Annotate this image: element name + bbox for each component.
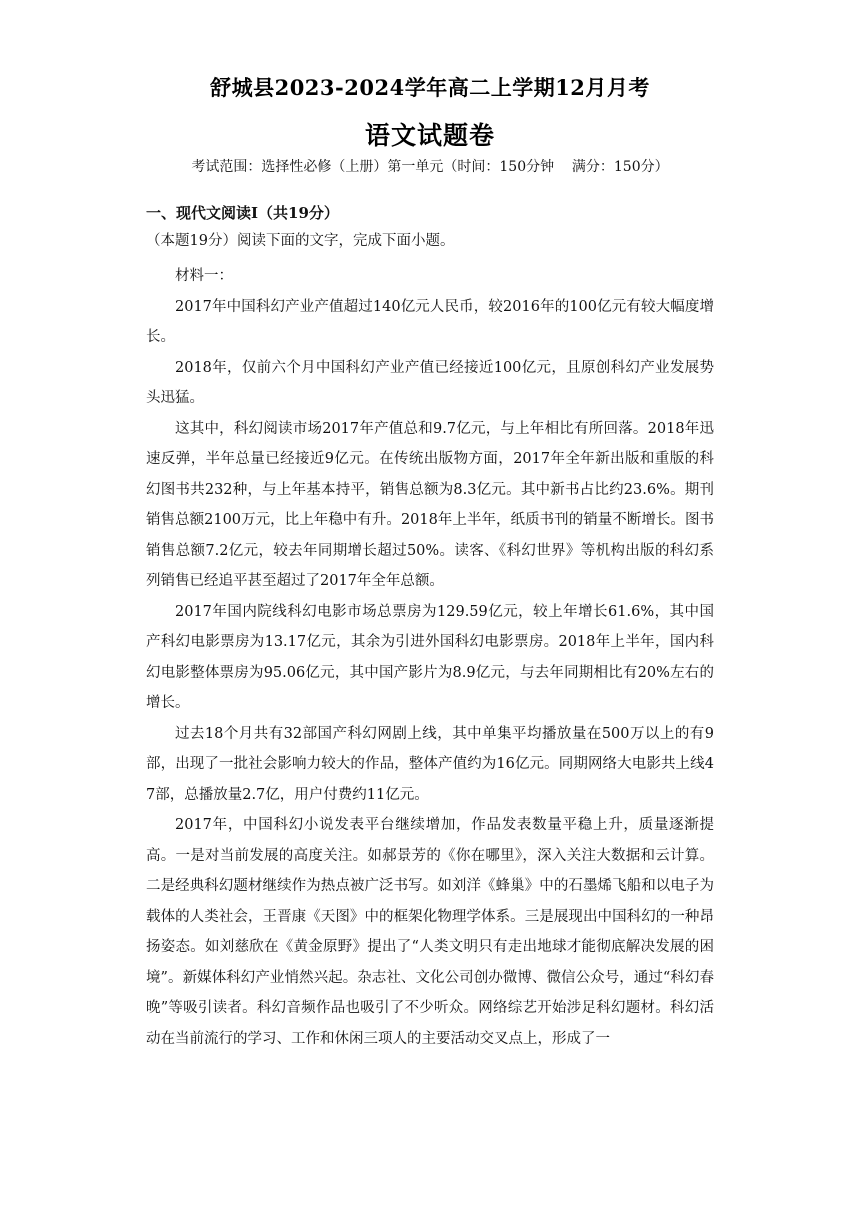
passage-paragraph: 过去18个月共有32部国产科幻网剧上线，其中单集平均播放量在500万以上的有9部，出现了一批社会影响力较大的作品，整体产值约为16亿元。同期网络大电影共上线47部，总播放量2.7亿，用户付费约11亿元。: [146, 725, 714, 803]
passage-paragraph: 2017年，中国科幻小说发表平台继续增加，作品发表数量平稳上升，质量逐渐提高。一是对当前发展的高度关注。如郝景芳的《你在哪里》，深入关注大数据和云计算。二是经典科幻题材继续作为热点被广泛书写。如刘洋《蜂巢》中的石墨烯飞船和以电子为载体的人类社会，王晋康《天图》中的框架化物理学体系。三是展现出中国科幻的一种昂扬姿态。如刘慈欣在《黄金原野》提出了“人类文明只有走出地球才能彻底解决发展的困境”。新媒体科幻产业悄然兴起。杂志社、文化公司创办微博、微信公众号，通过“科幻春晚”等吸引读者。科幻音频作品也吸引了不少听众。网络综艺开始涉足科幻题材。科幻活动在当前流行的学习、工作和休闲三项人的主要活动交叉点上，形成了一: [146, 817, 714, 1047]
passage-material-label: 材料一：: [175, 268, 233, 284]
section-instruction: （本题19分）阅读下面的文字，完成下面小题。: [146, 233, 455, 249]
exam-title: 舒城县2023-2024学年高二上学期12月月考: [210, 75, 650, 100]
passage-paragraph: 这其中，科幻阅读市场2017年产值总和9.7亿元，与上年相比有所回落。2018年迅速反弹，半年总量已经接近9亿元。在传统出版物方面，2017年全年新出版和重版的科幻图书共232种，与上年基本持平，销售总额为8.3亿元。其中新书占比约23.6%。期刊销售总额2100万元，比上年稳中有升。2018年上半年，纸质书刊的销量不断增长。图书销售总额7.2亿元，较去年同期增长超过50%。读客、《科幻世界》等机构出版的科幻系列销售已经追平甚至超过了2017年全年总额。: [146, 420, 714, 589]
paper-subject-title: 语文试题卷: [364, 121, 495, 150]
passage-paragraph: 2018年，仅前六个月中国科幻产业产值已经接近100亿元，且原创科幻产业发展势头迅猛。: [146, 359, 714, 406]
reading-passage: [146, 261, 714, 1054]
passage-paragraph: 2017年中国科幻产业产值超过140亿元人民币，较2016年的100亿元有较大幅度增长。: [146, 298, 714, 345]
exam-scope-line: 考试范围：选择性必修（上册）第一单元（时间：150分钟 满分：150分）: [191, 159, 669, 175]
section-heading: 一、现代文阅读Ⅰ（共19分）: [146, 204, 339, 222]
passage-paragraph: 2017年国内院线科幻电影市场总票房为129.59亿元，较上年增长61.6%，其中国产科幻电影票房为13.17亿元，其余为引进外国科幻电影票房。2018年上半年，国内科幻电影整体票房为95.06亿元，其中国产影片为8.9亿元，与去年同期相比有20%左右的增长。: [146, 603, 714, 711]
